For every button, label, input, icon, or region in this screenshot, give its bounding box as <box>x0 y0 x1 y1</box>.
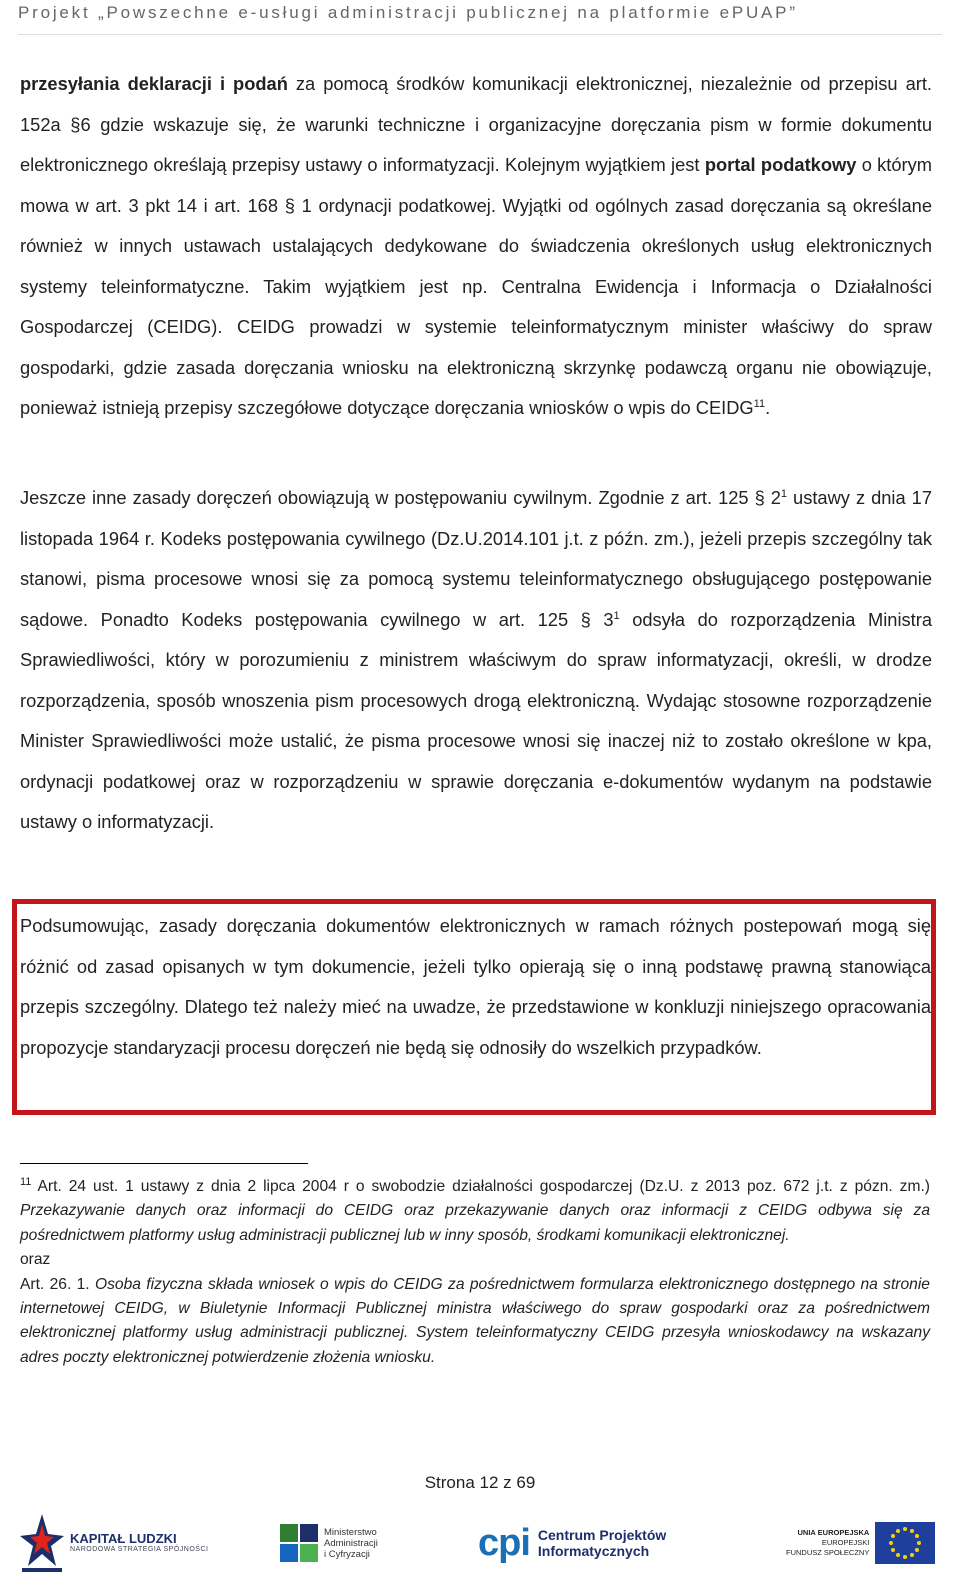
kapital-ludzki-logo <box>20 1507 208 1577</box>
kapital-ludzki-title: KAPITAŁ LUDZKI <box>70 1531 177 1546</box>
footnote-divider <box>20 1163 308 1164</box>
cpi-logo <box>478 1513 666 1573</box>
footnote-text: Art. 24 ust. 1 ustawy z dnia 2 lipca 2004 r o swobodzie działalności gospodarczej (Dz.U. z 2013 poz. 672 j.t. z pózn. zm.) <box>31 1178 930 1195</box>
ministerstwo-line-2: Administracji <box>324 1537 378 1549</box>
paragraph-text: ustawy z dnia 17 listopada 1964 r. Kodeks postępowania cywilnego (Dz.U.2014.101 j.t. z późn. zm.), jeżeli przepis szczególny tak stanowi, pisma procesowe wnosi się za pomocą systemu teleinformatycznego obsługującego postępowanie sądowe. Ponadto Kodeks postępowania cywilnego w art. 125 § 3 <box>20 487 932 630</box>
ministerstwo-logo <box>280 1513 378 1573</box>
eu-line-3: FUNDUSZ SPOŁECZNY <box>786 1548 870 1557</box>
footer-logos <box>0 1505 960 1587</box>
footnote-italic-quote: Przekazywanie danych oraz informacji do CEIDG oraz przekazywanie danych oraz informacji z CEIDG odbywa się za pośrednictwem platformy usług administracji publicznej lub w inny sposób, środkami komunikacji elektronicznej. <box>20 1202 930 1244</box>
footnote-para-2 <box>20 1273 930 1371</box>
footnote-number: 11 <box>20 1175 32 1188</box>
portal-podatkowy-bold: portal podatkowy <box>704 154 857 175</box>
kapital-ludzki-star-icon <box>20 1510 64 1574</box>
document-header-title: Projekt „Powszechne e-usługi administracji publicznej na platformie ePUAP” <box>18 3 798 22</box>
footnote-oraz: oraz <box>20 1251 51 1269</box>
cpi-line-2: Informatycznych <box>537 1543 650 1559</box>
paragraph-text: Jeszcze inne zasady doręczeń obowiązują w postępowaniu cywilnym. Zgodnie z art. 125 § 2 <box>20 487 781 508</box>
eu-logo <box>786 1515 935 1571</box>
footnote-11 <box>20 1175 930 1370</box>
paragraph-text: . <box>765 397 771 418</box>
header-divider <box>18 34 942 35</box>
eu-line-2: EUROPEJSKI <box>821 1538 870 1547</box>
paragraph-text: odsyła do rozporządzenia Ministra Sprawiedliwości, który w porozumieniu z ministrem właściwym do spraw informatyzacji, określi, w drodze rozporządzenia, sposób wnoszenia pism procesowych drogą elektroniczną. Wydając stosowne rozporządzenie Minister Sprawiedliwości może ustalić, że pisma procesowe wnosi się inaczej niż to zostało określone w kpa, ordynacji podatkowej oraz w rozporządzeniu w sprawie doręczania e-dokumentów wydanym na podstawie ustawy o informatyzacji. <box>20 608 932 832</box>
eu-line-1: UNIA EUROPEJSKA <box>797 1528 870 1537</box>
summary-text: Podsumowując, zasady doręczania dokumentów elektronicznych w ramach różnych postepowań mogą się różnić od zasad opisanych w tym dokumencie, jeżeli tylko opierają się o inną podstawę prawną stanowiąca przepis szczególny. Dlatego też należy mieć na uwadze, że przedstawione w konkluzji niniejszego opracowania propozycje standaryzacji procesu doręczeń nie będą się odnosiły do wszelkich przypadków. <box>20 915 931 1058</box>
summary-box <box>12 899 936 1115</box>
ministerstwo-emblem-icon <box>280 1524 318 1562</box>
footnote-article: Art. 26. 1. <box>20 1275 95 1293</box>
eu-flag-icon <box>875 1522 935 1564</box>
footnote-para-1 <box>20 1175 930 1248</box>
cpi-mark: cpi <box>478 1521 530 1564</box>
ministerstwo-line-3: i Cyfryzacji <box>324 1548 370 1560</box>
paragraph-text: za pomocą środków komunikacji elektronicznej, niezależnie od przepisu art. 152a §6 gdzie wskazuje się, że warunki techniczne i organizacyjne doręczania pism w formie dokumentu elektronicznego określają przepisy ustawy o informatyzacji. Kolejnym wyjątkiem jest <box>20 73 932 175</box>
paragraph-civil-procedure <box>20 478 932 843</box>
lead-bold-text: przesyłania deklaracji i podań <box>20 73 288 94</box>
footnote-italic-quote: Osoba fizyczna składa wniosek o wpis do CEIDG za pośrednictwem formularza elektronicznego dostępnego na stronie internetowej CEIDG, w Biuletynie Informacji Publicznej ministra właściwego do spraw gospodarki oraz za pośrednictwem elektronicznej platformy usług administracji publicznej. System teleinformatyczny CEIDG przesyła wnioskodawcy na wskazany adres poczty elektronicznej potwierdzenie złożenia wniosku. <box>20 1275 930 1366</box>
page-number: Strona 12 z 69 <box>424 1473 536 1492</box>
kapital-ludzki-subtitle: NARODOWA STRATEGIA SPÓJNOŚCI <box>70 1546 209 1553</box>
superscript: 1 <box>613 609 620 622</box>
footnote-reference[interactable]: 11 <box>753 397 766 410</box>
superscript: 1 <box>780 487 788 500</box>
ministerstwo-line-1: Ministerstwo <box>324 1526 377 1538</box>
paragraph-ceidg <box>20 64 932 429</box>
cpi-line-1: Centrum Projektów <box>537 1527 667 1543</box>
paragraph-text: o którym mowa w art. 3 pkt 14 i art. 168 § 1 ordynacji podatkowej. Wyjątki od ogólnych zasad doręczania są określane również w innych ustawach ustalających dedykowane do świadczenia określonych usług elektronicznych systemy teleinformatyczne. Takim wyjątkiem jest np. Centralna Ewidencja i Informacja o Działalności Gospodarczej (CEIDG). CEIDG prowadzi w systemie teleinformatycznym minister właściwy do spraw gospodarki, gdzie zasada doręczania wniosku na elektroniczną skrzynkę podawczą organu nie obowiązuje, ponieważ istnieją przepisy szczegółowe dotyczące doręczania wniosków o wpis do CEIDG <box>20 154 933 418</box>
